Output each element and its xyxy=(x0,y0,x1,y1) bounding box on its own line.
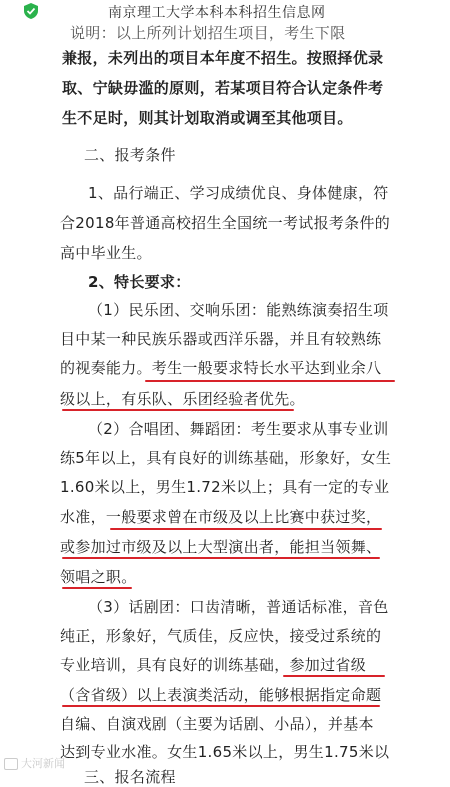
section-heading: 二、报考条件 xyxy=(84,146,176,164)
text-line: （1）民乐团、交响乐团：能熟练演奏招生项 xyxy=(88,301,389,319)
text-line: （3）话剧团：口齿清晰，普通话标准，音色 xyxy=(88,598,389,616)
text-line: 达到专业水准。女生1.65米以上，男生1.75米以 xyxy=(60,743,390,761)
subsection-heading: 2、特长要求： xyxy=(88,273,191,291)
text-line: 生不足时，则其计划取消或调至其他项目。 xyxy=(62,109,353,127)
text-line: 兼报，未列出的项目本年度不招生。按照择优录 xyxy=(62,49,384,67)
text-line: 或参加过市级及以上大型演出者，能担当领舞、 xyxy=(60,538,382,556)
red-underline xyxy=(62,587,132,589)
red-underline xyxy=(62,409,294,411)
text-line: 合2018年普通高校招生全国统一考试报考条件的 xyxy=(60,214,391,232)
text-line: 水准，一般要求曾在市级及以上比赛中获过奖， xyxy=(60,508,382,526)
red-underline xyxy=(110,528,382,530)
text-line: 练5年以上，具有良好的训练基础，形象好，女生 xyxy=(60,449,392,467)
section-heading: 三、报名流程 xyxy=(84,768,176,786)
site-title: 南京理工大学本科本科招生信息网 xyxy=(108,5,326,21)
text-line: （含省级）以上表演类活动，能够根据指定命题 xyxy=(60,686,382,704)
watermark-logo-icon xyxy=(4,758,18,770)
text-line: 高中毕业生。 xyxy=(60,244,152,262)
source-watermark xyxy=(4,755,65,771)
text-line: 目中某一种民族乐器或西洋乐器，并且有较熟练 xyxy=(60,330,382,348)
red-underline xyxy=(62,705,380,707)
text-line: 取、宁缺毋滥的原则，若某项目符合认定条件考 xyxy=(62,79,384,97)
red-underline xyxy=(62,557,380,559)
text-line: 专业培训，具有良好的训练基础，参加过省级 xyxy=(60,656,367,674)
text-line: 的视奏能力。考生一般要求特长水平达到业余八 xyxy=(60,359,382,377)
text-line: 1.60米以上，男生1.72米以上；具有一定的专业 xyxy=(60,478,390,496)
text-line: 1、品行端正、学习成绩优良、身体健康，符 xyxy=(88,184,389,202)
red-underline xyxy=(283,675,385,677)
red-underline xyxy=(145,380,395,382)
text-line: 领唱之职。 xyxy=(60,568,137,586)
text-line: 级以上，有乐队、乐团经验者优先。 xyxy=(60,390,305,408)
text-line: 说明：以上所列计划招生项目，考生下限 xyxy=(70,24,346,42)
text-line: （2）合唱团、舞蹈团：考生要求从事专业训 xyxy=(88,420,389,438)
watermark-text: 大河新闻 xyxy=(21,757,65,770)
text-line: 自编、自演戏剧（主要为话剧、小品），并基本 xyxy=(60,715,374,733)
text-line: 纯正，形象好，气质佳，反应快，接受过系统的 xyxy=(60,627,382,645)
